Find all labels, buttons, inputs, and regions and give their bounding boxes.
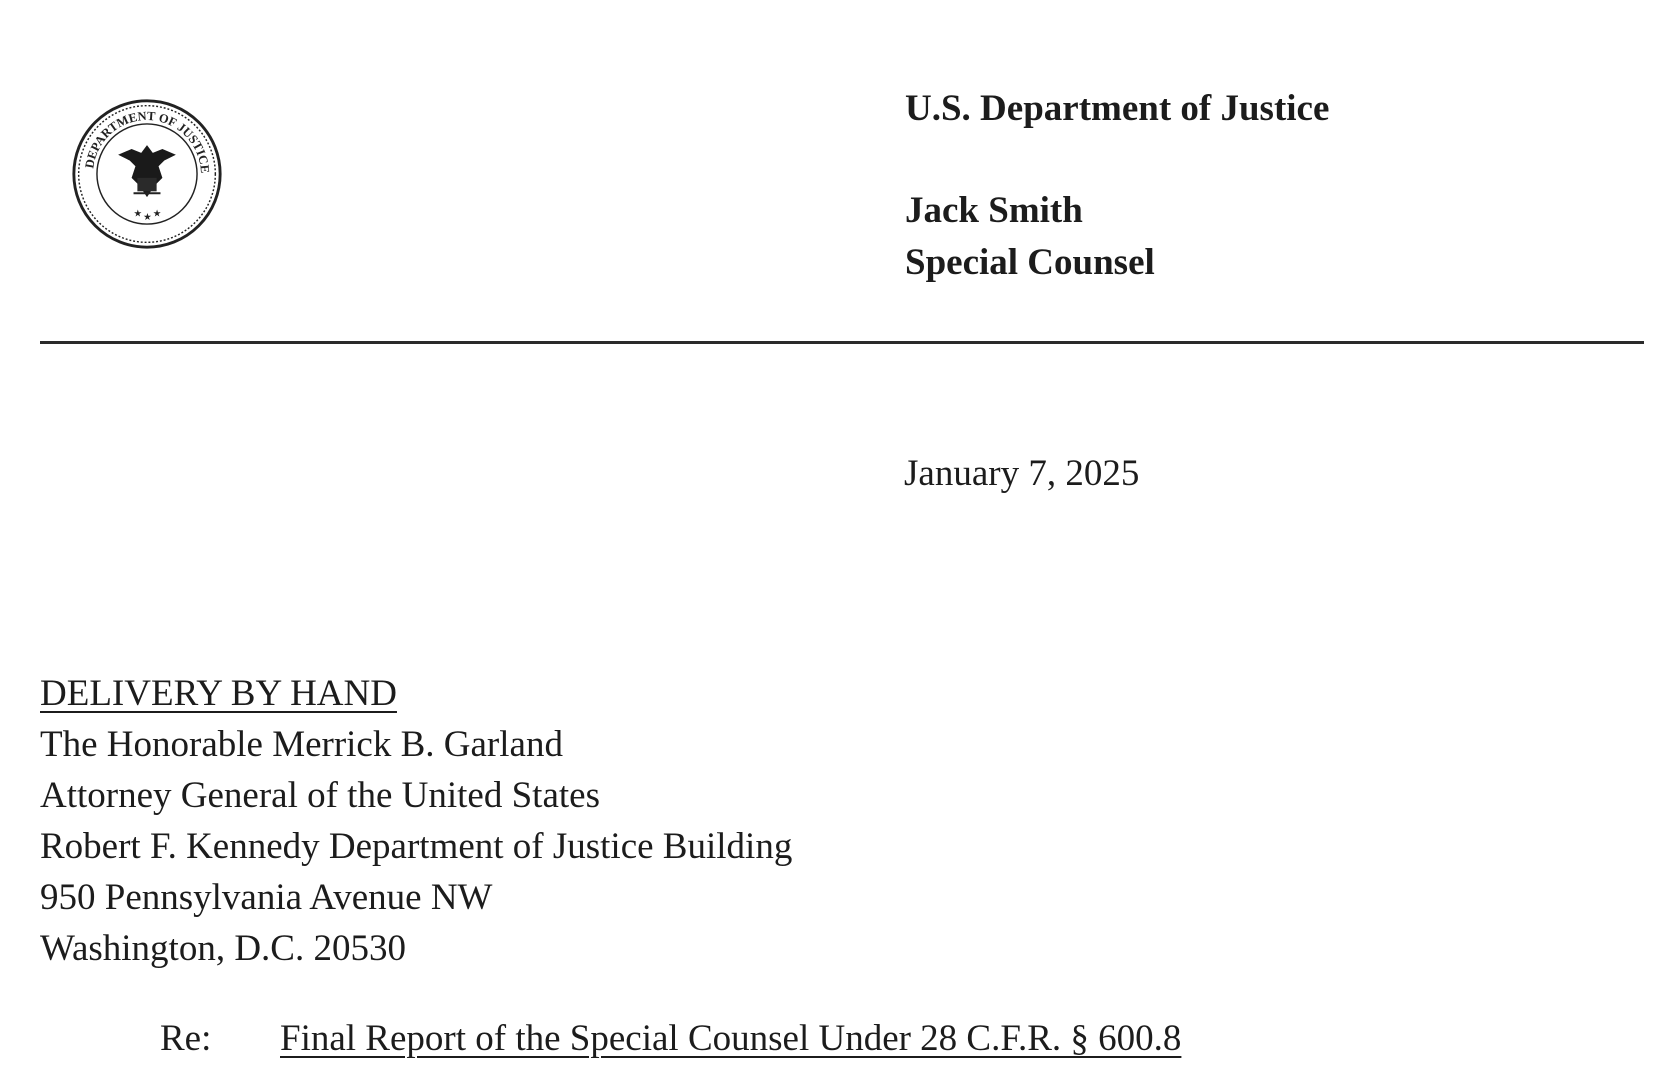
svg-text:★: ★ [133, 208, 143, 220]
svg-text:DEPARTMENT OF JUSTICE: DEPARTMENT OF JUSTICE [82, 108, 213, 174]
recipient-street: 950 Pennsylvania Avenue NW [40, 877, 493, 918]
header-divider [40, 341, 1644, 344]
recipient-name: The Honorable Merrick B. Garland [40, 724, 563, 765]
recipient-title: Attorney General of the United States [40, 775, 600, 816]
re-label: Re: [160, 1018, 212, 1059]
svg-text:★: ★ [152, 208, 162, 220]
delivery-method: DELIVERY BY HAND [40, 673, 397, 714]
sender-name: Jack Smith [905, 190, 1083, 231]
department-name: U.S. Department of Justice [905, 88, 1330, 129]
recipient-building: Robert F. Kennedy Department of Justice Building [40, 826, 793, 867]
letter-subject: Final Report of the Special Counsel Under 28 C.F.R. § 600.8 [280, 1018, 1182, 1059]
doj-seal-icon [70, 97, 224, 251]
recipient-address-block [40, 668, 792, 974]
svg-text:★: ★ [143, 212, 152, 224]
recipient-city: Washington, D.C. 20530 [40, 928, 406, 969]
letter-date: January 7, 2025 [904, 453, 1140, 494]
sender-title: Special Counsel [905, 242, 1155, 283]
